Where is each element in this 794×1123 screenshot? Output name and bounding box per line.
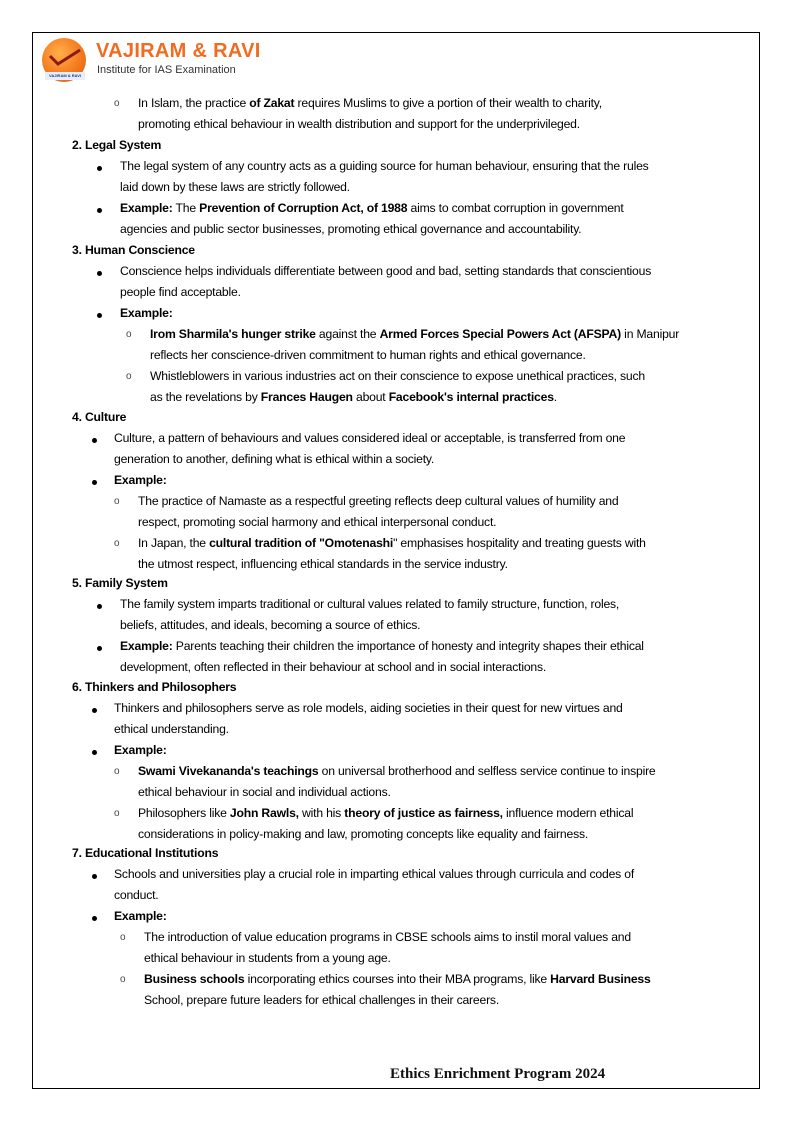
bullet-icon (97, 208, 102, 213)
education-sub-2-line-2: School, prepare future leaders for ethical challenges in their careers. (144, 993, 500, 1007)
bullet-icon (97, 604, 102, 609)
culture-sub-1-line-1: The practice of Namaste as a respectful greeting reflects deep cultural values of humility and (138, 494, 619, 508)
sub-bullet-icon: o (114, 496, 120, 507)
conscience-bullet-1-line-2: people find acceptable. (120, 285, 241, 299)
thinkers-sub-2-line-1: Philosophers like John Rawls, with his theory of justice as fairness, influence modern ethical (138, 806, 634, 820)
section-heading-human-conscience: 3. Human Conscience (72, 243, 195, 257)
family-example-line-1: Example: Parents teaching their children the importance of honesty and integrity shapes their ethical (120, 639, 644, 653)
legal-system-example-line-1: Example: The Prevention of Corruption Act, of 1988 aims to combat corruption in government (120, 201, 624, 215)
culture-bullet-1-line-2: generation to another, defining what is ethical within a society. (114, 452, 435, 466)
bullet-icon (97, 313, 102, 318)
sub-bullet-icon: o (126, 371, 132, 382)
family-bullet-1-line-2: beliefs, attitudes, and ideals, becoming a source of ethics. (120, 618, 421, 632)
education-example-label: Example: (114, 909, 167, 923)
thinkers-sub-1-line-2: ethical behaviour in social and individual actions. (138, 785, 391, 799)
conscience-sub-2-line-1: Whistleblowers in various industries act on their conscience to expose unethical practices, such (150, 369, 645, 383)
thinkers-sub-2-line-2: considerations in policy-making and law, promoting concepts like equality and fairness. (138, 827, 589, 841)
thinkers-bullet-1-line-1: Thinkers and philosophers serve as role models, aiding societies in their quest for new virtues and (114, 701, 623, 715)
thinkers-example-label: Example: (114, 743, 167, 757)
family-example-line-2: development, often reflected in their behaviour at school and in social interactions. (120, 660, 547, 674)
section-heading-educational-institutions: 7. Educational Institutions (72, 846, 219, 860)
conscience-sub-2-line-2: as the revelations by Frances Haugen about Facebook's internal practices. (150, 390, 557, 404)
conscience-sub-1-line-2: reflects her conscience-driven commitment to human rights and ethical governance. (150, 348, 586, 362)
intro-item-line-1: In Islam, the practice of Zakat requires Muslims to give a portion of their wealth to charity, (138, 96, 602, 110)
section-heading-legal-system: 2. Legal System (72, 138, 162, 152)
education-sub-1-line-2: ethical behaviour in students from a young age. (144, 951, 391, 965)
section-heading-family-system: 5. Family System (72, 576, 168, 590)
bullet-icon (92, 874, 97, 879)
bullet-icon (97, 166, 102, 171)
bullet-icon (92, 708, 97, 713)
thinkers-sub-1-line-1: Swami Vivekananda's teachings on universal brotherhood and selfless service continue to inspire (138, 764, 656, 778)
section-heading-thinkers: 6. Thinkers and Philosophers (72, 680, 237, 694)
thinkers-bullet-1-line-2: ethical understanding. (114, 722, 229, 736)
legal-system-bullet-1-line-2: laid down by these laws are strictly followed. (120, 180, 350, 194)
education-bullet-1-line-1: Schools and universities play a crucial role in imparting ethical values through curricula and codes of (114, 867, 635, 881)
bullet-icon (92, 480, 97, 485)
culture-sub-2-line-1: In Japan, the cultural tradition of "Omotenashi" emphasises hospitality and treating guests with (138, 536, 646, 550)
bullet-icon (92, 438, 97, 443)
brand-name: VAJIRAM & RAVI (96, 40, 261, 62)
education-sub-1-line-1: The introduction of value education programs in CBSE schools aims to instil moral values and (144, 930, 631, 944)
culture-sub-2-line-2: the utmost respect, influencing ethical standards in the service industry. (138, 557, 508, 571)
bullet-icon (92, 916, 97, 921)
brand-tagline: Institute for IAS Examination (97, 64, 236, 76)
bullet-icon (97, 271, 102, 276)
conscience-bullet-1-line-1: Conscience helps individuals differentiate between good and bad, setting standards that conscientious (120, 264, 652, 278)
sub-bullet-icon: o (114, 98, 120, 109)
sub-bullet-icon: o (120, 932, 126, 943)
sub-bullet-icon: o (114, 538, 120, 549)
sub-bullet-icon: o (126, 329, 132, 340)
legal-system-bullet-1-line-1: The legal system of any country acts as a guiding source for human behaviour, ensuring that the rules (120, 159, 649, 173)
section-heading-culture: 4. Culture (72, 410, 127, 424)
culture-example-label: Example: (114, 473, 167, 487)
conscience-sub-1-line-1: Irom Sharmila's hunger strike against the Armed Forces Special Powers Act (AFSPA) in Manipur (150, 327, 680, 341)
intro-item-line-2: promoting ethical behaviour in wealth distribution and support for the underprivileged. (138, 117, 580, 131)
sub-bullet-icon: o (114, 808, 120, 819)
footer-program-title: Ethics Enrichment Program 2024 (390, 1066, 606, 1082)
culture-sub-1-line-2: respect, promoting social harmony and ethical interpersonal conduct. (138, 515, 497, 529)
logo-ribbon: VAJIRAM & RAVI (45, 72, 85, 80)
culture-bullet-1-line-1: Culture, a pattern of behaviours and values considered ideal or acceptable, is transferred from one (114, 431, 626, 445)
family-bullet-1-line-1: The family system imparts traditional or cultural values related to family structure, function, roles, (120, 597, 620, 611)
conscience-example-label: Example: (120, 306, 173, 320)
sub-bullet-icon: o (120, 974, 126, 985)
bullet-icon (97, 646, 102, 651)
legal-system-example-line-2: agencies and public sector businesses, promoting ethical governance and accountability. (120, 222, 582, 236)
education-sub-2-line-1: Business schools incorporating ethics courses into their MBA programs, like Harvard Business (144, 972, 651, 986)
education-bullet-1-line-2: conduct. (114, 888, 159, 902)
sub-bullet-icon: o (114, 766, 120, 777)
bullet-icon (92, 750, 97, 755)
